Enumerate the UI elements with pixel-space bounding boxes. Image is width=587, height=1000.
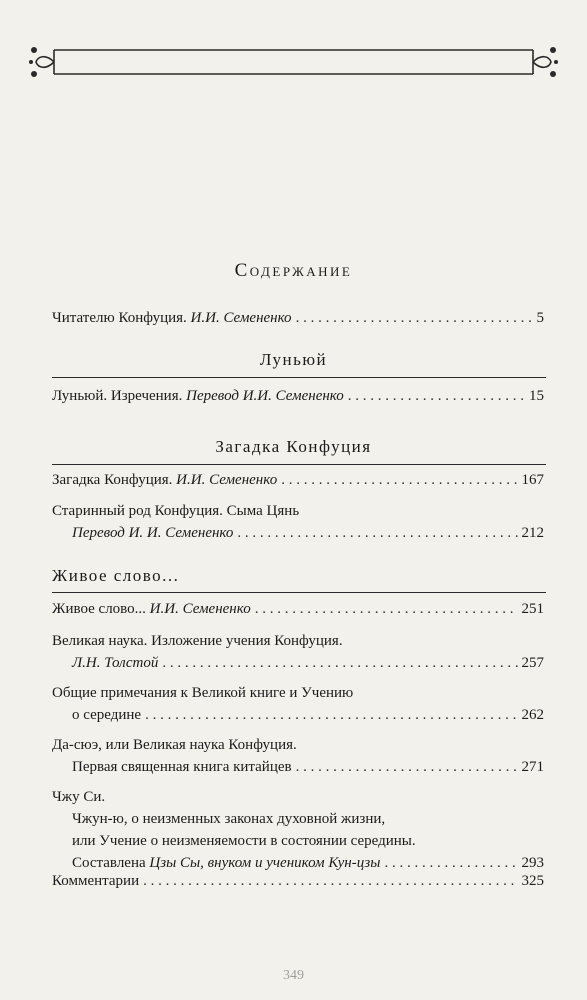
toc-title: Содержание (234, 260, 353, 281)
page-number: 325 (521, 873, 544, 889)
toc-entry[interactable]: Великая наука. Изложение учения Конфуция. Л.Н. Толстой . . . 257 (52, 630, 544, 674)
section-rule (52, 464, 546, 465)
section-rule (52, 377, 546, 378)
dot-leader (281, 469, 517, 491)
page-number: 167 (521, 472, 544, 488)
page-number: 293 (521, 855, 544, 871)
dot-leader (348, 385, 525, 407)
section-rule (52, 592, 546, 593)
dot-leader (296, 756, 518, 778)
page-number: 5 (536, 310, 544, 326)
toc-entry[interactable]: Да-сюэ, или Великая наука Конфуция. Первая священная книга китайцев . . . 271 (52, 734, 544, 778)
section-title: Загадка Конфуция (215, 437, 372, 456)
toc-entry[interactable]: Комментарии . . . 325 (52, 870, 544, 892)
toc-entry[interactable]: Загадка Конфуция. И.И. Семененко . . . 167 (52, 469, 544, 491)
toc-entry[interactable]: Читателю Конфуция. И.И. Семененко . . . 5 (52, 307, 544, 329)
page-number: 212 (521, 525, 544, 541)
toc-entry[interactable]: Живое слово... И.И. Семененко . . . 251 (52, 598, 544, 620)
dot-leader (145, 704, 517, 726)
toc-entry[interactable]: Общие примечания к Великой книге и Учению о середине . . . 262 (52, 682, 544, 726)
section-title: Живое слово... (52, 566, 180, 585)
toc-entry[interactable]: Чжу Си. Чжун-ю, о неизменных законах духовной жизни, или Учение о неизменяемости в состоянии середины. Составлена Цзы Сы, внуком и учеником Кун-цзы . . . 293 (52, 786, 544, 874)
dot-leader (237, 522, 517, 544)
dot-leader (255, 598, 518, 620)
page-number: 251 (521, 601, 544, 617)
dot-leader (296, 307, 533, 329)
dot-leader (162, 652, 517, 674)
dot-leader (143, 870, 517, 892)
toc-entry[interactable]: Старинный род Конфуция. Сыма Цянь Перевод И. И. Семененко . . . 212 (52, 500, 544, 544)
page-number: 262 (521, 707, 544, 723)
section-title: Луньюй (259, 350, 328, 369)
toc-entry[interactable]: Луньюй. Изречения. Перевод И.И. Семененко . . . 15 (52, 385, 544, 407)
page-number: 15 (529, 388, 544, 404)
page-number: 257 (521, 655, 544, 671)
ornamental-header-frame (28, 44, 559, 80)
page-number: 271 (521, 759, 544, 775)
footer-page-number: 349 (283, 968, 304, 983)
